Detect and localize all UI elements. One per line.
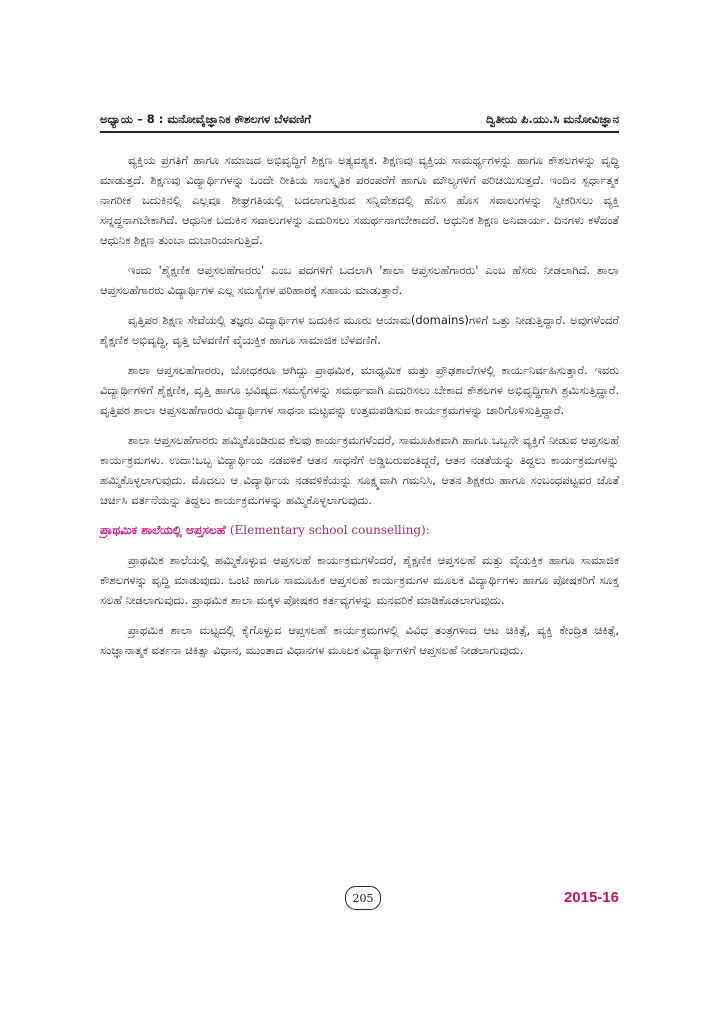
paragraph: ಶಾಲಾ ಆಪ್ತಸಲಹೆಗಾರರು ಹಮ್ಮಿಕೊಂಡಿರುವ ಕೆಲವು ಕಾರ್ಯಕ್ರಮಗಳೆಂದರೆ, ಸಾಮೂಹಿಕವಾಗಿ ಹಾಗೂ ಒಬ್ಬನೇ ವ್ಯಕ್ತಿಗೆ ನೀಡುವ ಆಪ್ತಸಲಹೆ ಕಾರ್ಯಕ್ರಮಗಳು. ಉದಾ:ಒಬ್ಬ ವಿದ್ಯಾರ್ಥಿಯ ನಡವಳಿಕೆ ಆತನ ಸಾಧನೆಗೆ ಅಡ್ಡಿಬರುವಂತಿದ್ದರೆ, ಆತನ ನಡತೆಯನ್ನು ತಿದ್ದಲು ಕಾರ್ಯಕ್ರಮಗಳನ್ನು ಹಮ್ಮಿಕೊಳ್ಳಲಾಗುವುದು. ಮೊದಲು ಆ ವಿದ್ಯಾರ್ಥಿಯ ನಡವಳಿಕೆಯನ್ನು ಸೂಕ್ಷ್ಮವಾಗಿ ಗಮನಿಸಿ, ಆತನ ಶಿಕ್ಷಕರು ಹಾಗೂ ಸಂಬಂಧಪಟ್ಟವರ ಜೊತೆ ಚರ್ಚಿಸಿ ವರ್ತನೆಯನ್ನು ತಿದ್ದಲು ಕಾರ್ಯಕ್ರಮಗಳನ್ನು ಹಮ್ಮಿಕೊಳ್ಳಲಾಗುವುದು. (100, 433, 619, 507)
chapter-title: ಅಧ್ಯಾಯ – 8 : ಮನೋವೈಜ್ಞಾನಿಕ ಕೌಶಲಗಳ ಬೆಳವಣಿಗೆ (100, 112, 311, 126)
paragraph: ವೃತ್ತಿಪರ ಶಿಕ್ಷಣ ಸೇವೆಯಲ್ಲಿ ತಜ್ಞರು ವಿದ್ಯಾರ್ಥಿಗಳ ಬದುಕಿನ ಮೂರು ಆಯಾಮ(domains)ಗಳಿಗೆ ಒತ್ತು ನೀಡುತ್ತಿದ್ದಾರೆ. ಅವುಗಳೆಂದರೆ ಶೈಕ್ಷಣಿಕ ಅಭಿವೃದ್ಧಿ, ವೃತ್ತಿ ಬೆಳವಣಿಗೆ ವೈಯಕ್ತಿಕ ಹಾಗೂ ಸಾಮಾಜಿಕ ಬೆಳವಣಿಗೆ. (100, 313, 619, 347)
body-text (100, 150, 619, 670)
page-number: 205 (345, 886, 381, 910)
paragraph: ಪ್ರಾಥಮಿಕ ಶಾಲಾ ಮಟ್ಟದಲ್ಲಿ ಕೈಗೊಳ್ಳುವ ಆಪ್ತಸಲಹೆ ಕಾರ್ಯಕ್ರಮಗಳಲ್ಲಿ ವಿವಿಧ ತಂತ್ರಗಳಾದ ಆಟ ಚಿಕಿತ್ಸೆ, ವ್ಯಕ್ತಿ ಕೇಂದ್ರಿತ ಚಿಕಿತ್ಸೆ, ಸಂಜ್ಞಾನಾತ್ಮಕ ವರ್ತನಾ ಚಿಕಿತ್ಸಾ ವಿಧಾನ, ಮುಂತಾದ ವಿಧಾನಗಳ ಮೂಲಕ ವಿದ್ಯಾರ್ಥಿಗಳಿಗೆ ಆಪ್ತಸಲಹೆ ನೀಡಲಾಗುವುದು. (100, 623, 619, 657)
paragraph: ಪ್ರಾಥಮಿಕ ಶಾಲೆಯಲ್ಲಿ ಹಮ್ಮಿಕೊಳ್ಳುವ ಆಪ್ತಸಲಹೆ ಕಾರ್ಯಕ್ರಮಗಳೆಂದರೆ, ಶೈಕ್ಷಣಿಕ ಆಪ್ತಸಲಹೆ ಮತ್ತು ವೈಯಕ್ತಿಕ ಹಾಗೂ ಸಾಮಾಜಿಕ ಕೌಶಲಗಳನ್ನು ವೃದ್ಧಿ ಮಾಡುವುದು. ಒಂಟಿ ಹಾಗೂ ಸಾಮೂಹಿಕ ಆಪ್ತಸಲಹೆ ಕಾರ್ಯಕ್ರಮಗಳ ಮೂಲಕ ವಿದ್ಯಾರ್ಥಿಗಳು ಹಾಗೂ ಪೋಷಕರಿಗೆ ಸೂಕ್ತ ಸಲಹೆ ನೀಡಲಾಗುವುದು. ಪ್ರಾಥಮಿಕ ಶಾಲಾ ಮಕ್ಕಳ ಪೋಷಕರ ಕರ್ತವ್ಯಗಳನ್ನು ಮನವರಿಕೆ ಮಾಡಿಕೊಡಲಾಗುವುದು. (100, 553, 619, 607)
running-header (100, 112, 619, 126)
section-heading-kannada: ಪ್ರಾಥಮಿಕ ಶಾಲೆಯಲ್ಲಿ ಆಪ್ತಸಲಹೆ (100, 523, 226, 537)
paragraph: ವ್ಯಕ್ತಿಯ ಪ್ರಗತಿಗೆ ಹಾಗೂ ಸಮಾಜದ ಅಭಿವೃದ್ಧಿಗೆ ಶಿಕ್ಷಣ ಅತ್ಯವಶ್ಯಕ. ಶಿಕ್ಷಣವು ವ್ಯಕ್ತಿಯ ಸಾಮರ್ಥ್ಯಗಳನ್ನು ಹಾಗೂ ಕೌಶಲಗಳನ್ನು ವೃದ್ಧಿ ಮಾಡುತ್ತದೆ. ಶಿಕ್ಷಣವು ವಿದ್ಯಾರ್ಥಿಗಳನ್ನು ಒಂದೇ ರೀತಿಯ ಸಾಂಸ್ಕೃತಿಕ ಪರಂಪರೆಗೆ ಹಾಗೂ ಮೌಲ್ಯಗಳಿಗೆ ಪರಿಚಯಿಸುತ್ತದೆ. ಇಂದಿನ ಸ್ಪರ್ಧಾತ್ಮಕ ನಾಗರೀಕ ಬದುಕಿನಲ್ಲಿ ಎಲ್ಲವೂ ಶೀಘ್ರಗತಿಯಲ್ಲಿ ಬದಲಾಗುತ್ತಿರುವ ಸನ್ನಿವೇಶದಲ್ಲಿ ಹೊಸ ಹೊಸ ಸವಾಲುಗಳನ್ನು ಸ್ವೀಕರಿಸಲು ವ್ಯಕ್ತಿ ಸನ್ನದ್ಧನಾಗಬೇಕಾಗಿದೆ. ಆಧುನಿಕ ಬದುಕಿನ ಸವಾಲುಗಳನ್ನು ಎದುರಿಸಲು ಸಮರ್ಥನಾಗಬೇಕಾದರೆ. ಆಧುನಿಕ ಶಿಕ್ಷಣ ಅನಿವಾರ್ಯ. ದಿನಗಳು ಕಳೆದಂತೆ ಆಧುನಿಕ ಶಿಕ್ಷಣ ತುಂಬಾ ದುಬಾರಿಯಾಗುತ್ತಿದೆ. (100, 153, 619, 247)
paragraph: ಶಾಲಾ ಆಪ್ತಸಲಹೆಗಾರರು, ಬೋಧಕರೂ ಆಗಿದ್ದು ಪ್ರಾಥಮಿಕ, ಮಾಧ್ಯಮಿಕ ಮತ್ತು ಪ್ರೌಢಶಾಲೆಗಳಲ್ಲಿ ಕಾರ್ಯನಿರ್ವಹಿಸುತ್ತಾರೆ. ಇವರು ವಿದ್ಯಾರ್ಥಿಗಳಿಗೆ ಶೈಕ್ಷಣಿಕ, ವೃತ್ತಿ ಹಾಗೂ ಭವಿಷ್ಯದ ಸಮಸ್ಯೆಗಳನ್ನು ಸಮರ್ಥವಾಗಿ ಎದುರಿಸಲು ಬೇಕಾದ ಕೌಶಲಗಳ ಅಭಿವೃದ್ಧಿಗಾಗಿ ಶ್ರಮಿಸುತ್ತಿದ್ದಾರೆ. ವೃತ್ತಿಪರ ಶಾಲಾ ಆಪ್ತಸಲಹೆಗಾರರು ವಿದ್ಯಾರ್ಥಿಗಳ ಸಾಧನಾ ಮಟ್ಟವನ್ನು ಉತ್ತಮಪಡಿಸುವ ಕಾರ್ಯಕ್ರಮಗಳನ್ನು ಜಾರಿಗೊಳಿಸುತ್ತಿದ್ದಾರೆ. (100, 363, 619, 417)
course-title: ದ್ವಿತೀಯ ಪಿ.ಯು.ಸಿ ಮನೋವಿಜ್ಞಾನ (485, 112, 619, 126)
academic-year: 2015-16 (563, 889, 619, 906)
header-divider (100, 131, 619, 133)
section-heading-english: (Elementary school counselling): (229, 523, 430, 537)
section-heading (100, 520, 619, 540)
paragraph: ಇಂದು 'ಶೈಕ್ಷಣಿಕ ಆಪ್ತಸಲಹೆಗಾರರು' ಎಂಬ ಪದಗಳಿಗೆ ಬದಲಾಗಿ 'ಶಾಲಾ ಆಪ್ತಸಲಹೆಗಾರರು' ಎಂಬ ಹೆಸರು ನೀಡಲಾಗಿದೆ. ಶಾಲಾ ಆಪ್ತಸಲಹೆಗಾರರು ವಿದ್ಯಾರ್ಥಿಗಳ ಎಲ್ಲ ಸಮಸ್ಯೆಗಳ ಪರಿಹಾರಕ್ಕೆ ಸಹಾಯ ಮಾಡುತ್ತಾರೆ. (100, 263, 619, 297)
